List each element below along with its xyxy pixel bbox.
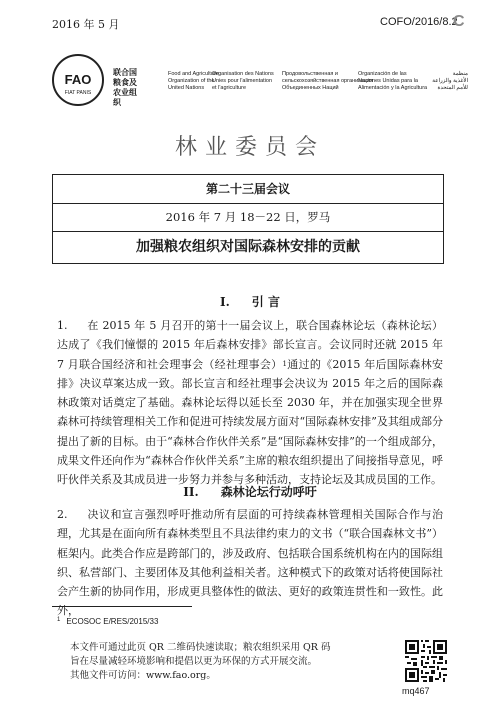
footnote [57, 617, 158, 626]
paragraph-2 [57, 505, 443, 621]
session-info-box [52, 174, 444, 264]
notice-line-3[interactable]: 其他文件可访问：www.fao.org。 [70, 670, 216, 681]
org-name-zh: 联合国 粮食及 农业组织 [113, 67, 137, 107]
paragraph-number: 1. [57, 319, 68, 332]
footnote-text: ECOSOC E/RES/2015/33 [66, 617, 159, 626]
notice-line-2: 旨在尽量减轻环境影响和提倡以更为环保的方式开展交流。 [70, 656, 318, 667]
footnote-reference[interactable]: 1 [282, 359, 287, 368]
org-name-ar: منظمة الأغذية والزراعة للأمم المتحدة [432, 71, 468, 91]
org-name-fr: Organisation des Nations Unies pour l'alimentation et l'agriculture [212, 71, 274, 91]
qr-code-icon[interactable] [405, 640, 447, 682]
section-number: I. [220, 295, 230, 309]
committee-title: 林业委员会 [174, 135, 325, 160]
session-name: 第二十三届会议 [53, 175, 443, 204]
section-number: II. [183, 485, 199, 499]
notice-line-1: 本文件可通过此页 QR 二维码快速读取；粮农组织采用 QR 码 [70, 642, 331, 653]
document-code: COFO/2016/8.2 [380, 16, 458, 28]
footnote-divider [52, 606, 192, 607]
logo-acronym: FAO [64, 72, 92, 87]
language-letter: C [453, 13, 465, 30]
section-heading-1 [0, 293, 500, 310]
paragraph-text: 通过的《2015 年后国际森林安排》决议草案达成一致。部长宣言和经社理事会决议为 2015 年之后的国际森林政策对话奠定了基础。森林论坛得以延长至 2030 年，并在加强实现全世界森林可持续管理相关工作和促进可持续发展方面对“国际森林安排”及其组成部分提出了新的目标。由于“森林合作伙伴关系”是“国际森林安排”的一个组成部分，成果文件还向作为“森林合作伙伴关系”主席的粮农组织提出了间接指导意见，呼吁伙伴关系及其成员进一步努力并参与多种活动，支持论坛及其成员国的工作。 [57, 357, 443, 487]
document-date: 2016 年 5 月 [52, 18, 120, 31]
paragraph-text: 在 2015 年 5 月召开的第十一届会议上，联合国森林论坛（森林论坛）达成了《我们憧憬的 2015 年后森林安排》部长宣言。会议同时还就 2015 年 7 月联合国经济和社会理事会（经社理事会） [57, 319, 443, 371]
footnote-marker: 1 [57, 617, 61, 623]
logo-motto: FIAT PANIS [64, 90, 92, 96]
fao-logo [52, 54, 104, 106]
section-title: 引 言 [251, 295, 280, 309]
section-heading-2 [0, 483, 500, 500]
qr-code-label: mq467 [402, 686, 430, 696]
paragraph-1 [57, 316, 443, 490]
paragraph-text: 决议和宣言强烈呼吁推动所有层面的可持续森林管理相关国际合作与治理，尤其是在面向所有森林类型且不具法律约束力的文书（“联合国森林文书”）框架内。此类合作应是跨部门的，涉及政府、包括联合国系统机构在内的国际组织、私营部门、主要团体及其他利益相关者。这种模式下的政策对话将使国际社会产生新的协同作用，形成更具整体性的做法、更好的政策连贯性和一致性。此外， [57, 508, 443, 618]
org-name-ru: Продовольственная и сельскохозяйственная организация Объединенных Наций [282, 71, 373, 91]
org-name-es: Organización de las Naciones Unidas para la Alimentación y la Agricultura [358, 71, 428, 91]
org-name-en: Food and Agriculture Organization of the United Nations [168, 71, 219, 91]
section-title: 森林论坛行动呼吁 [220, 485, 317, 499]
session-date-place: 2016 年 7 月 18－22 日，罗马 [53, 204, 443, 232]
paragraph-number: 2. [57, 508, 68, 521]
qr-notice [70, 641, 390, 683]
session-topic: 加强粮农组织对国际森林安排的贡献 [136, 239, 360, 255]
